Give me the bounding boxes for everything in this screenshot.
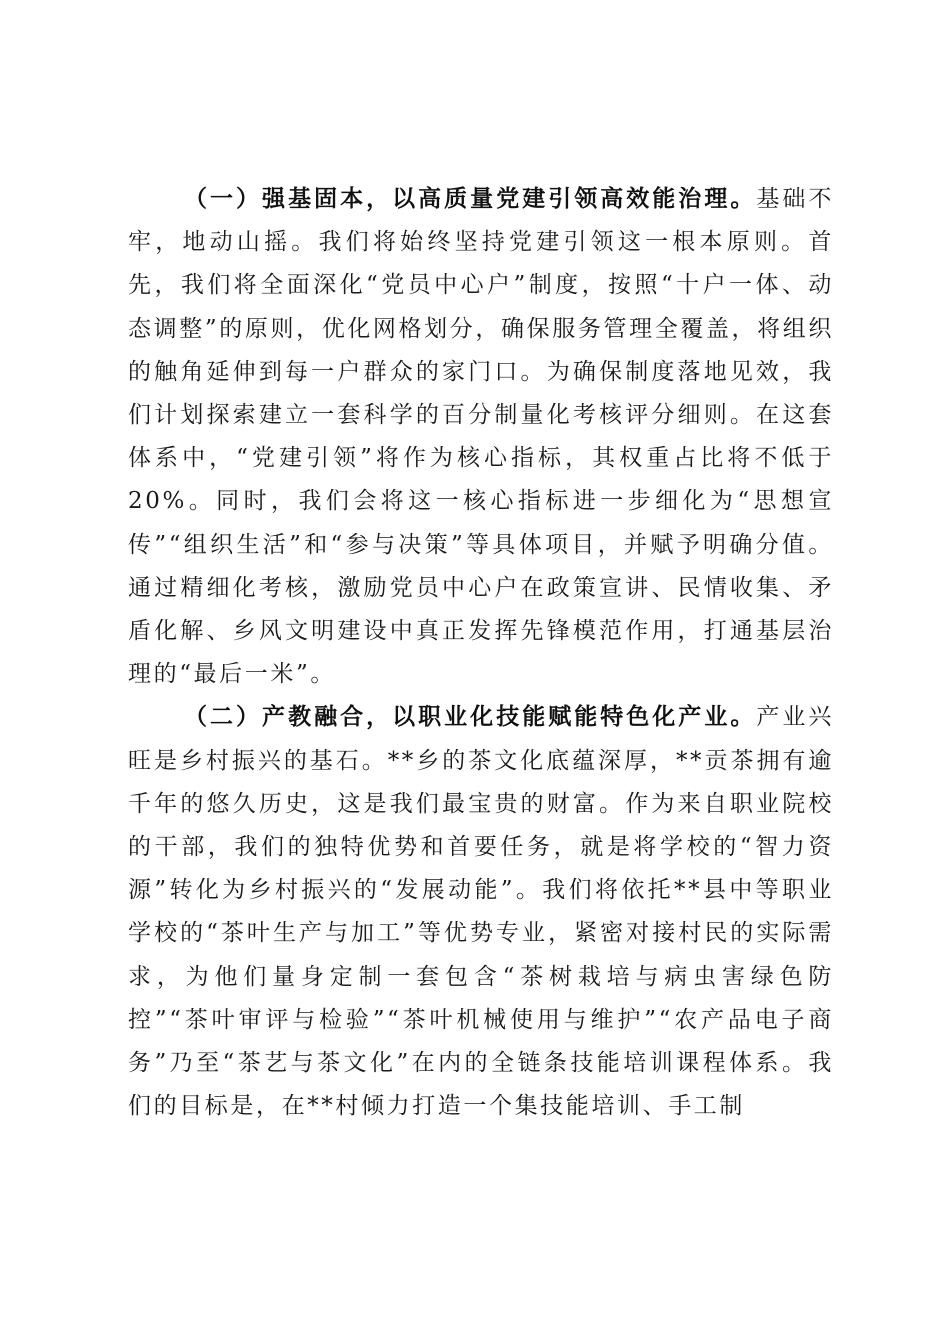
section-two-heading: （二）产教融合，以职业化技能赋能特色化产业。 [184, 704, 757, 731]
section-two-text: 产业兴旺是乡村振兴的基石。**乡的茶文化底蕴深厚，**贡茶拥有逾千年的悠久历史，这是我们最宝贵的财富。作为来自职业院校的干部，我们的独特优势和首要任务，就是将学校的“智力资源”转化为乡村振兴的“发展动能”。我们将依托**县中等职业学校的“茶叶生产与加工”等优势专业，紧密对接村民的实际需求，为他们量身定制一套包含“茶树栽培与病虫害绿色防控”“茶叶审评与检验”“茶叶机械使用与维护”“农产品电子商务”乃至“茶艺与茶文化”在内的全链条技能培训课程体系。我们的目标是，在**村倾力打造一个集技能培训、手工制 [128, 704, 834, 1120]
section-one-text: 基础不牢，地动山摇。我们将始终坚持党建引领这一根本原则。首先，我们将全面深化“党员中心户”制度，按照“十户一体、动态调整”的原则，优化网格划分，确保服务管理全覆盖，将组织的触角延伸到每一户群众的家门口。为确保制度落地见效，我们计划探索建立一套科学的百分制量化考核评分细则。在这套体系中，“党建引领”将作为核心指标，其权重占比将不低于20%。同时，我们会将这一核心指标进一步细化为“思想宣传”“组织生活”和“参与决策”等具体项目，并赋予明确分值。通过精细化考核，激励党员中心户在政策宣讲、民情收集、矛盾化解、乡风文明建设中真正发挥先锋模范作用，打通基层治理的“最后一米”。 [128, 186, 834, 688]
section-one-paragraph [128, 178, 834, 696]
document-body [128, 178, 834, 1128]
section-two-paragraph [128, 696, 834, 1128]
section-one-heading: （一）强基固本，以高质量党建引领高效能治理。 [184, 186, 757, 212]
